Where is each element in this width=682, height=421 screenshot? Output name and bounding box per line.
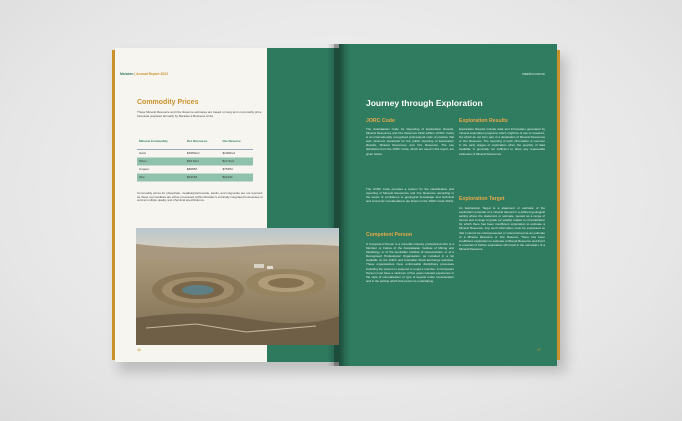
cell-commodity: Copper: [137, 165, 185, 173]
cell-commodity: Gold: [137, 150, 185, 158]
page-title: Journey through Exploration: [366, 98, 483, 108]
exploration-results-heading: Exploration Results: [459, 118, 508, 124]
cell-reserve: $2110/t: [220, 173, 253, 181]
right-page-number: 47: [537, 348, 541, 352]
competent-person-heading: Competent Person: [366, 232, 413, 238]
table-row: [137, 165, 253, 173]
header-divider: |: [134, 72, 136, 76]
exploration-target-text: An Exploration Target is a statement or estimate of the exploration potential of a mineral deposit in a defined geological setting where the statement or estimate, quoted as a range of tonnes and a range of grade (or quality) relates to mineralization for which there has been insufficient exploration to estimate a Mineral Resource. Any such information must be expressed so that it cannot be misrepresented or misconstrued as an estimate of a Mineral Resource or Ore Reserve. There has been insufficient exploration to estimate a Mineral Resource and that it is uncertain if further exploration will result in the estimation of a Mineral Resource.: [459, 206, 545, 251]
cell-resource: $1550/oz: [185, 150, 221, 158]
table-row: [137, 150, 253, 158]
jorc-code-text-2: The JORC Code provides a system for the classification and reporting of Mineral Resources and Ore Reserves according to the levels of confidence in geological knowledge and technical and economic considerations (as shown in the JORC Code 2012).: [366, 187, 454, 204]
cell-resource: $20.5/oz: [185, 157, 221, 165]
table-header-row: [137, 138, 253, 150]
commodity-outro: Commodity prices for phosphate, metallurgical bauxite, kaolin, and magnesite are not reported as these commodities are either processed within Ma'aden's vertically integrated businesses or sold at multiple quality and chemical specifications.: [137, 191, 264, 203]
commodity-intro: These Mineral Resource and Ore Reserve estimates are based on long term commodity price forecasts prepared annually by Ma'aden's Business Units.: [137, 110, 262, 118]
jorc-code-text: The Australasian Code for Reporting of Exploration Results, Mineral Resources and Ore Reserves 2012 edition (JORC Code) is an internationally recognised professional code of practice that sets minimum standards for the public reporting of Exploration Results, Mineral Resources and Ore Reserves. The key definitions from the JORC Code, which are used in this report, are given below.: [366, 127, 454, 156]
exploration-results-text: Exploration Results include data and information generated by mineral exploration programs which might be of use to investors, but which do not form part of a declaration of Mineral Resources or Ore Reserves. The reporting of such information is common in the early stages of exploration when the quantity of data available is generally not sufficient to allow any reasonable estimates of Mineral Resources.: [459, 127, 545, 156]
commodity-prices-heading: Commodity Prices: [137, 99, 199, 106]
right-cover-edge: [557, 50, 560, 360]
report-name: Annual Report 2022: [136, 72, 169, 76]
mine-aerial-photo: [136, 228, 339, 345]
cell-commodity: Zinc: [137, 173, 185, 181]
cell-reserve: $17.6/oz: [220, 157, 253, 165]
brand-name: Ma'aden: [120, 72, 134, 76]
right-header: maaden.com.sa: [522, 72, 545, 76]
right-page: [339, 44, 557, 366]
exploration-target-heading: Exploration Target: [459, 196, 505, 202]
jorc-code-heading: JORC Code: [366, 118, 395, 124]
cell-resource: $2418/t: [185, 173, 221, 181]
commodity-price-table: [137, 138, 253, 182]
col-header-resource: Ore Resource: [185, 138, 221, 150]
cell-commodity: Silver: [137, 157, 185, 165]
competent-person-text: A Competent Person is a minerals industry professional who is a Member or Fellow of the Australasian Institute of Mining and Metallurgy, or of the Australian Institute of Geoscientists, or of a Recognised Professional Organisation, as included in a list available on the JORC and Australian Stock Exchange websites. These organisations have enforceable disciplinary processes including the powers to suspend or expel a member. A Competent Person must have a minimum of five years relevant experience in the style of mineralisation or type of deposit under consideration and in the activity which that person is undertaking.: [366, 242, 454, 283]
col-header-reserve: Ore Reserve: [220, 138, 253, 150]
mine-landscape-image: [136, 228, 339, 345]
table-row: [137, 173, 253, 181]
left-header: [120, 72, 168, 76]
cell-resource: $8085/t: [185, 165, 221, 173]
col-header-commodity: Mineral Commodity: [137, 138, 185, 150]
cell-reserve: $1300/oz: [220, 150, 253, 158]
cell-reserve: $7535/t: [220, 165, 253, 173]
left-page-number: 46: [137, 348, 141, 352]
table-row: [137, 157, 253, 165]
